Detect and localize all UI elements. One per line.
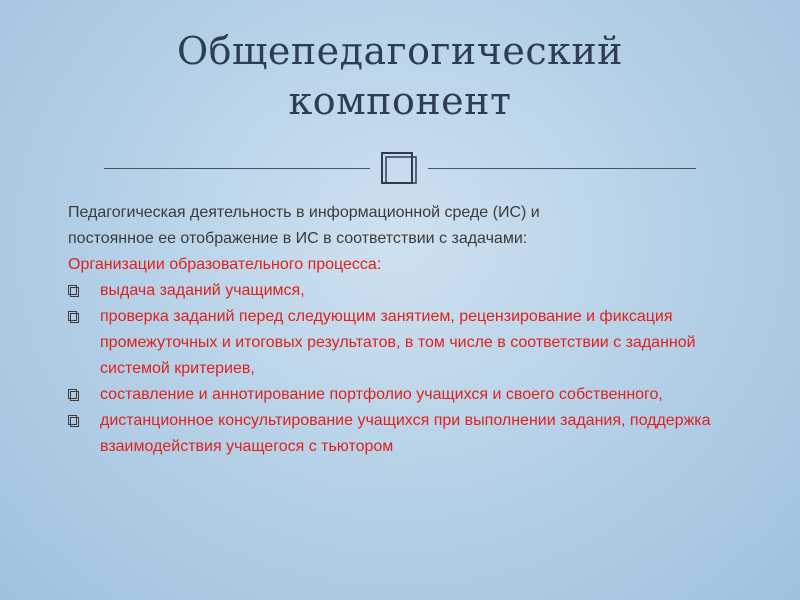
divider-left [104, 168, 370, 169]
bullet-item [68, 382, 738, 408]
bullet-text: дистанционное консультирование учащихся при выполнении задания, поддержка взаимодействия учащегося с тьютором [100, 412, 711, 455]
framed-square-icon [68, 389, 79, 401]
bullet-text: проверка заданий перед следующим занятием, рецензирование и фиксация промежуточных и итоговых результатов, в том числе в соответствии с заданной системой критериев, [100, 308, 696, 377]
slide-body [68, 200, 738, 460]
framed-square-icon [68, 285, 79, 297]
bullet-item [68, 408, 738, 460]
divider-right [428, 168, 696, 169]
framed-square-icon [374, 149, 422, 187]
intro-line-1: Педагогическая деятельность в информационной среде (ИС) и [68, 204, 540, 221]
framed-square-icon [68, 311, 79, 323]
bullet-item [68, 304, 738, 382]
bullet-text: составление и аннотирование портфолио учащихся и своего собственного, [100, 386, 663, 403]
bullet-list [68, 278, 738, 460]
subheading: Организации образовательного процесса: [68, 256, 382, 273]
bullet-text: выдача заданий учащимся, [100, 282, 305, 299]
bullet-item [68, 278, 738, 304]
slide-title [0, 26, 800, 126]
title-line-2: компонент [288, 79, 512, 123]
intro-line-2: постоянное ее отображение в ИС в соответствии с задачами: [68, 230, 528, 247]
framed-square-icon [68, 415, 79, 427]
title-line-1: Общепедагогический [176, 29, 624, 73]
